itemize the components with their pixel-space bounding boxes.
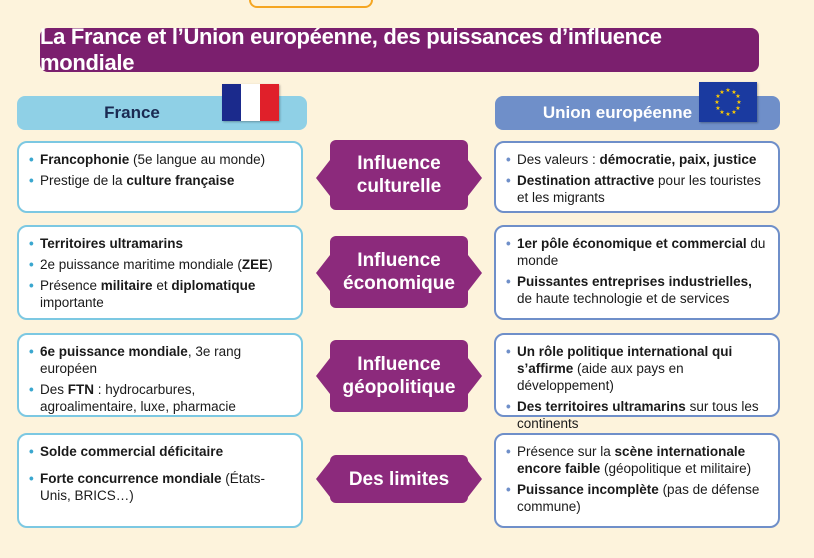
svg-text:★: ★ [719, 89, 725, 96]
svg-text:★: ★ [736, 99, 742, 106]
list-item: • Présence militaire et diplomatique importante [29, 277, 291, 311]
svg-text:★: ★ [715, 93, 721, 100]
arrow-left-icon [316, 255, 330, 291]
svg-text:★: ★ [725, 111, 731, 118]
arrow-left-icon [316, 358, 330, 394]
french-flag-icon [222, 84, 279, 121]
eu-header: Union européenne [495, 96, 780, 130]
france-header: France [17, 96, 307, 130]
svg-text:★: ★ [735, 93, 741, 100]
list-item: • Francophonie (5e langue au monde) [29, 151, 291, 168]
list-item: • Des FTN : hydrocarbures, agroalimentaire, luxe, pharmacie [29, 381, 291, 415]
list-item: • Solde commercial déficitaire [29, 443, 291, 460]
list-item: • 6e puissance mondiale, 3e rang européen [29, 343, 291, 377]
list-item: • Prestige de la culture française [29, 172, 291, 189]
eu-box-limites [494, 433, 780, 528]
france-box-economique [17, 225, 303, 320]
eu-box-culturelle [494, 141, 780, 213]
svg-text:★: ★ [731, 89, 737, 96]
page-title: La France et l’Union européenne, des puissances d’influence mondiale [40, 28, 759, 72]
svg-text:★: ★ [725, 87, 731, 94]
france-box-geopolitique [17, 333, 303, 417]
svg-text:★: ★ [735, 105, 741, 112]
list-item: • 2e puissance maritime mondiale (ZEE) [29, 256, 291, 273]
top-tab-decoration [249, 0, 373, 8]
eu-box-geopolitique [494, 333, 780, 431]
france-box-culturelle [17, 141, 303, 213]
label-des-limites: Des limites [330, 455, 468, 503]
list-item: • Destination attractive pour les touristes et les migrants [506, 172, 768, 206]
svg-text:★: ★ [719, 109, 725, 116]
label-influence-economique: Influence économique [330, 236, 468, 308]
arrow-right-icon [468, 160, 482, 196]
svg-text:★: ★ [731, 109, 737, 116]
list-item: • 1er pôle économique et commercial du monde [506, 235, 768, 269]
label-influence-culturelle: Influence culturelle [330, 140, 468, 210]
list-item: • Présence sur la scène internationale encore faible (géopolitique et militaire) [506, 443, 768, 477]
list-item: • Forte concurrence mondiale (États-Unis, BRICS…) [29, 470, 291, 504]
eu-box-economique [494, 225, 780, 320]
list-item: • Puissantes entreprises industrielles, de haute technologie et de services [506, 273, 768, 307]
arrow-right-icon [468, 461, 482, 497]
svg-text:★: ★ [714, 99, 720, 106]
label-influence-geopolitique: Influence géopolitique [330, 340, 468, 412]
arrow-left-icon [316, 461, 330, 497]
list-item: • Puissance incomplète (pas de défense commune) [506, 481, 768, 515]
list-item: • Territoires ultramarins [29, 235, 291, 252]
eu-flag-icon [699, 82, 757, 122]
list-item: • Des valeurs : démocratie, paix, justice [506, 151, 768, 168]
list-item: • Un rôle politique international qui s’affirme (aide aux pays en développement) [506, 343, 768, 394]
svg-text:★: ★ [715, 105, 721, 112]
arrow-right-icon [468, 358, 482, 394]
arrow-left-icon [316, 160, 330, 196]
france-box-limites [17, 433, 303, 528]
list-item: • Des territoires ultramarins sur tous les continents [506, 398, 768, 432]
arrow-right-icon [468, 255, 482, 291]
